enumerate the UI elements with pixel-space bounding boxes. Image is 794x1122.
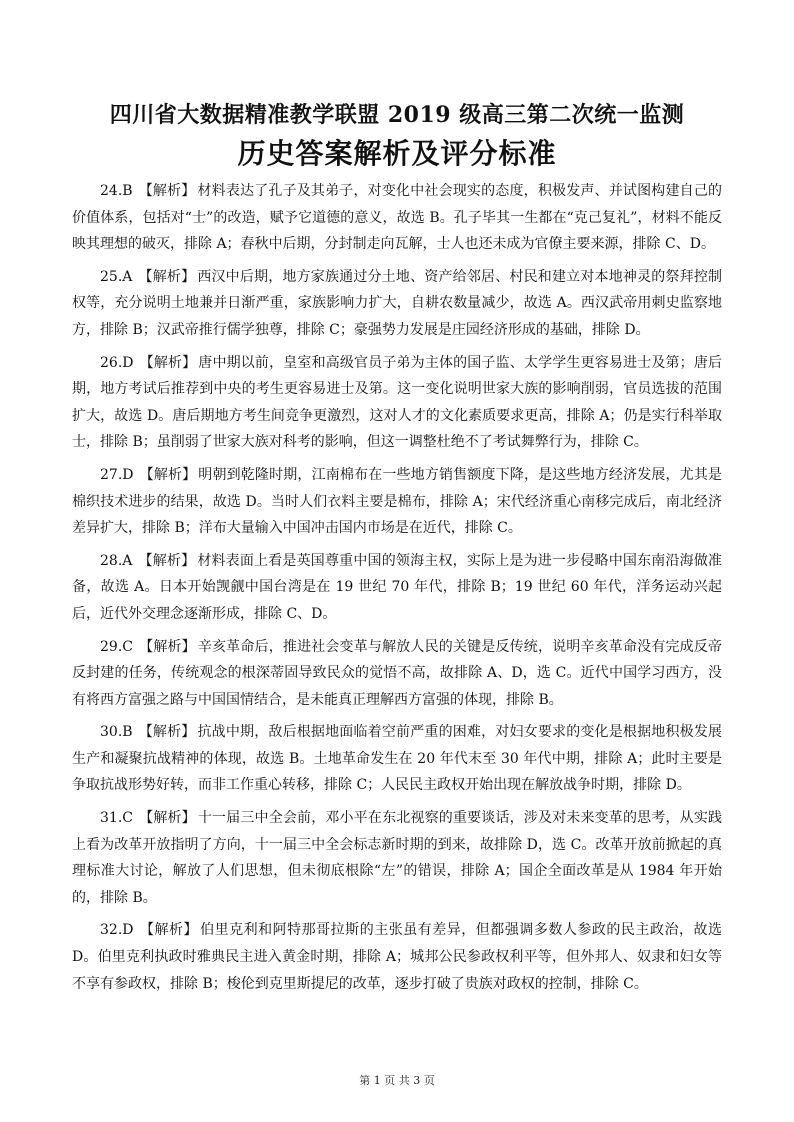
answer-item-29 (72, 634, 722, 714)
page-footer: 第 1 页 共 3 页 (359, 1074, 435, 1087)
analysis-tag: 【解析】 (139, 922, 199, 939)
document-title: 四川省大数据精准教学联盟 2019 级高三第二次统一监测 (109, 102, 685, 128)
answer-number: 32.D (100, 922, 134, 939)
analysis-tag: 【解析】 (138, 183, 196, 199)
answer-number: 27.D (100, 466, 134, 483)
answer-number: 29.C (100, 638, 133, 655)
answer-number: 24.B (100, 183, 133, 199)
answer-number: 25.A (100, 268, 133, 285)
answer-number: 26.D (100, 354, 134, 371)
answer-text: 材料表面上看是英国尊重中国的领海主权，实际上是为进一步侵略中国东南沿海做准备，故选 A。日本开始觊觎中国台湾是在 19 世纪 70 年代，排除 B；19 世纪 60 年代，洋务运动兴起后，近代外交理念逐渐形成，排除 C、D。 (72, 552, 723, 622)
answer-item-32 (72, 917, 722, 997)
answer-item-27 (72, 462, 722, 542)
answer-list (72, 178, 722, 997)
answer-item-26 (72, 350, 722, 456)
analysis-tag: 【解析】 (138, 810, 196, 827)
analysis-tag: 【解析】 (138, 638, 196, 655)
answer-text: 明朝到乾隆时期，江南棉布在一些地方销售额度下降，是这些地方经济发展，尤其是棉织技术进步的结果，故选 D。当时人们衣料主要是棉布，排除 A；宋代经济重心南移完成后，南北经济差异扩大，排除 B；洋布大量输入中国冲击国内市场是在近代，排除 C。 (72, 466, 723, 537)
analysis-tag: 【解析】 (139, 466, 197, 483)
analysis-tag: 【解析】 (139, 354, 197, 371)
answer-item-31 (72, 805, 722, 911)
answer-text: 西汉中后期，地方家族通过分土地、资产给邻居、村民和建立对本地神灵的祭拜控制权等，充分说明土地兼并日渐严重，家族影响力扩大，自耕农数量减少，故选 A。西汉武帝用刺史监察地方，排除 B；汉武帝推行儒学独尊，排除 C；豪强势力发展是庄园经济形成的基础，排除 D。 (72, 268, 723, 338)
document-subtitle: 历史答案解析及评分标准 (237, 137, 557, 170)
answer-item-25 (72, 264, 722, 344)
analysis-tag: 【解析】 (138, 268, 196, 285)
answer-text: 唐中期以前，皇室和高级官员子弟为主体的国子监、太学学生更容易进士及第；唐后期，地方考试后推荐到中央的考生更容易进士及第。这一变化说明世家大族的影响削弱，官员选拔的范围扩大，故选 D。唐后期地方考生间竞争更激烈，这对人才的文化素质要求更高，排除 A；仍是实行科举取士，排除 B；虽削弱了世家大族对科考的影响，但这一调整杜绝不了考试舞弊行为，排除 C。 (72, 354, 723, 451)
analysis-tag: 【解析】 (138, 724, 196, 741)
answer-number: 28.A (100, 552, 133, 569)
answer-text: 辛亥革命后，推进社会变革与解放人民的关键是反传统，说明辛亥革命没有完成反帝反封建的任务，传统观念的根深蒂固导致民众的觉悟不高，故排除 A、D，选 C。近代中国学习西方，没有将西方富强之路与中国国情结合，是未能真正理解西方富强的体现，排除 B。 (72, 638, 723, 708)
answer-text: 伯里克利和阿特那哥拉斯的主张虽有差异，但都强调多数人参政的民主政治，故选 D。伯里克利执政时雅典民主进入黄金时期，排除 A；城邦公民参政权利平等，但外邦人、奴隶和妇女等不享有参政权，排除 B；梭伦到克里斯提尼的改革，逐步打破了贵族对政权的控制，排除 C。 (72, 922, 722, 992)
answer-number: 31.C (100, 810, 133, 827)
answer-text: 十一届三中全会前，邓小平在东北视察的重要谈话，涉及对未来变革的思考，从实践上看为改革开放指明了方向，十一届三中全会标志新时期的到来，故排除 D，选 C。改革开放前掀起的真理标准大讨论，解放了人们思想，但未彻底根除“左”的错误，排除 A；国企全面改革是从 1984 年开始的，排除 B。 (72, 810, 723, 906)
answer-text: 抗战中期，敌后根据地面临着空前严重的困难，对妇女要求的变化是根据地积极发展生产和凝聚抗战精神的体现，故选 B。土地革命发生在 20 年代末至 30 年代中期，排除 A；此时主要是争取抗战形势好转，而非工作重心转移，排除 C；人民民主政权开始出现在解放战争时期，排除 D。 (72, 724, 723, 794)
answer-text: 材料表达了孔子及其弟子，对变化中社会现实的态度，积极发声、并试图构建自己的价值体系，包括对“士”的改造，赋予它道德的意义，故选 B。孔子毕其一生都在“克己复礼”，材料不能反映其理想的破灭，排除 A；春秋中后期，分封制走向瓦解，士人也还未成为官僚主要来源，排除 C、D。 (72, 183, 723, 253)
answer-item-30 (72, 719, 722, 799)
answer-item-24 (72, 178, 722, 258)
analysis-tag: 【解析】 (138, 552, 196, 569)
answer-number: 30.B (100, 724, 133, 741)
answer-item-28 (72, 548, 722, 628)
